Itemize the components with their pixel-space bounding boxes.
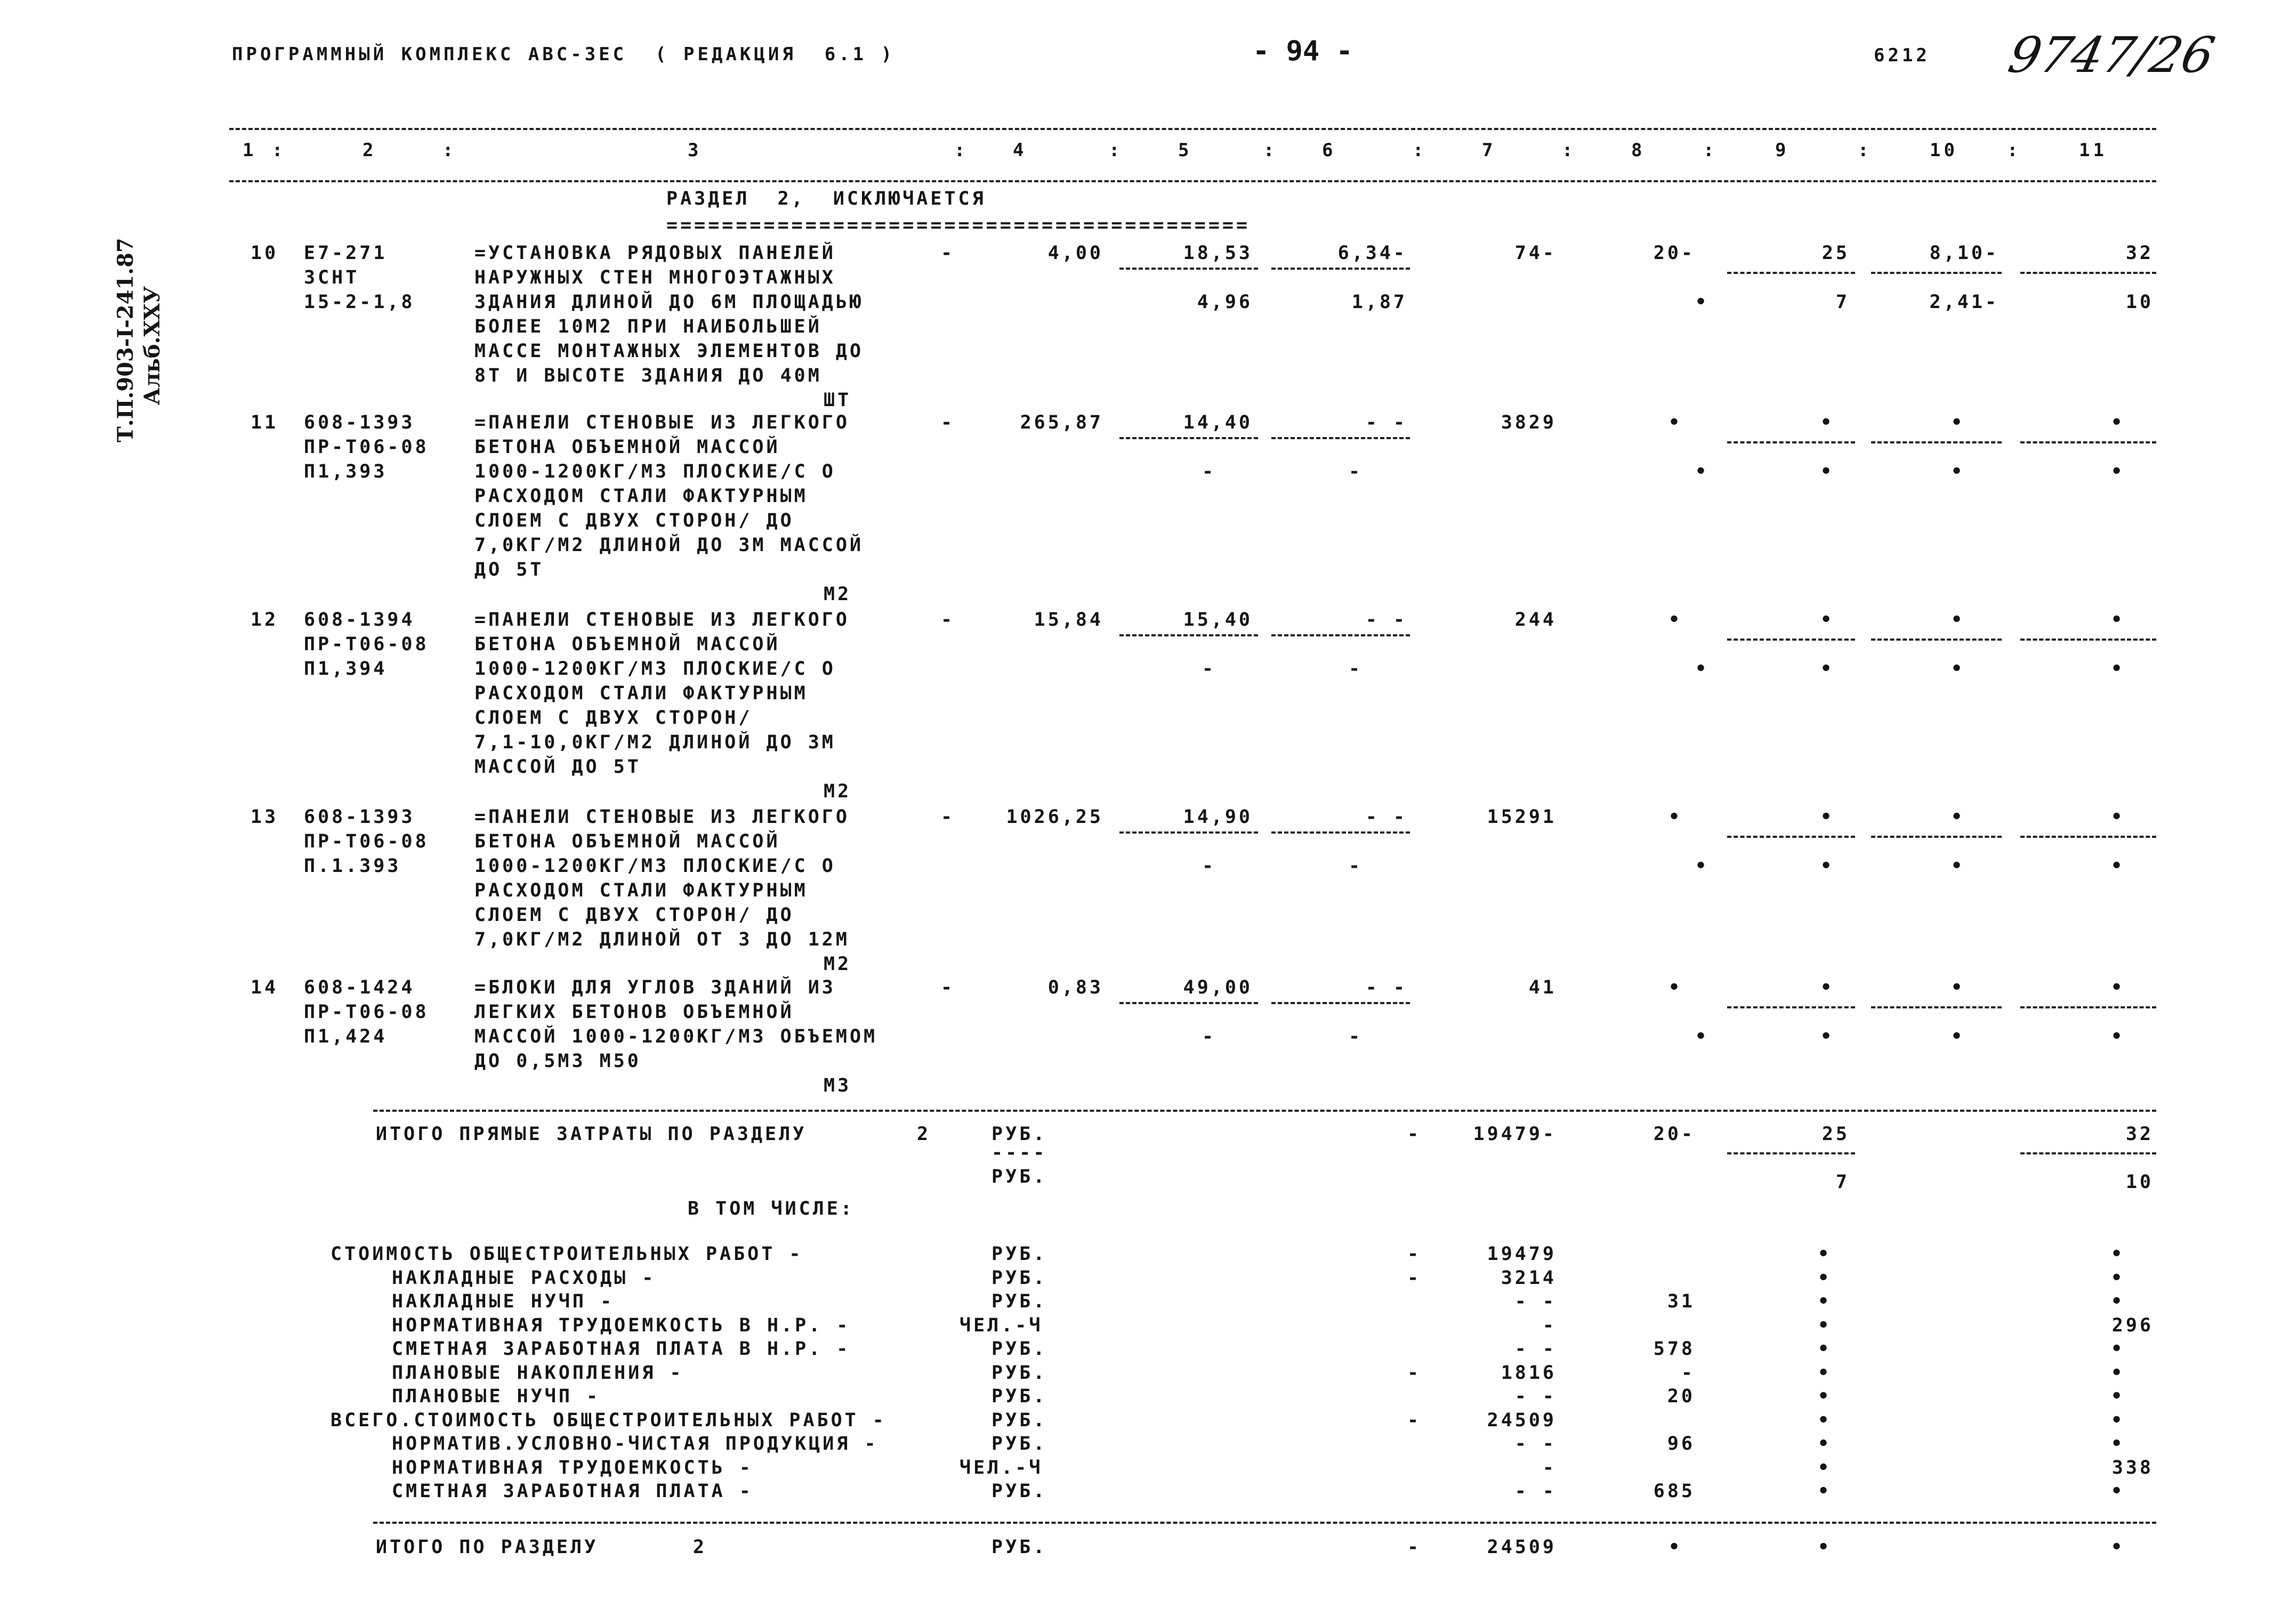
row-rule-col11 xyxy=(2020,441,2156,443)
column-header-2: 2 xyxy=(362,140,377,161)
column-header-1: 1 xyxy=(243,140,257,161)
row-unit: М2 xyxy=(824,954,852,975)
column-separator: : xyxy=(1703,140,1718,161)
summary-unit: РУБ. xyxy=(992,1433,1047,1455)
row-rule-col10 xyxy=(1871,272,2002,274)
side-label-line2: Альб.XXУ xyxy=(140,286,165,405)
summary-bullet: • xyxy=(1818,1291,1832,1312)
column-header-10: 10 xyxy=(1930,140,1958,161)
total-section-unit: РУБ. xyxy=(992,1537,1047,1558)
row-rule-col11 xyxy=(2020,639,2156,641)
column-header-3: 3 xyxy=(688,140,702,161)
totals-top-rule xyxy=(373,1110,2156,1112)
summary-label: ВСЕГО.СТОИМОСТЬ ОБЩЕСТРОИТЕЛЬНЫХ РАБОТ - xyxy=(331,1409,886,1431)
row-col8-bullet: • xyxy=(1695,292,1710,313)
summary-label: НОРМАТИВНАЯ ТРУДОЕМКОСТЬ В Н.Р. - xyxy=(392,1314,851,1336)
row-unit: М3 xyxy=(824,1075,852,1096)
row-description: =ПАНЕЛИ СТЕНОВЫЕ ИЗ ЛЕГКОГО xyxy=(474,412,850,433)
summary-bullet: • xyxy=(1818,1338,1832,1360)
row-col8-bullet: • xyxy=(1669,609,1683,631)
row-description: МАССОЙ 1000-1200КГ/М3 ОБЪЕМОМ xyxy=(474,1026,878,1047)
row-description: МАССЕ МОНТАЖНЫХ ЭЛЕМЕНТОВ ДО xyxy=(474,341,864,362)
row-col6-bottom: 1,87 xyxy=(1351,292,1407,313)
row-description: СЛОЕМ С ДВУХ СТОРОН/ xyxy=(474,707,753,729)
total-section-col7: 24509 xyxy=(1487,1537,1557,1558)
row-code: ПР-Т06-08 xyxy=(304,831,429,852)
row-col11-bullet: • xyxy=(2111,609,2125,631)
total-direct-label: ИТОГО ПРЯМЫЕ ЗАТРАТЫ ПО РАЗДЕЛУ xyxy=(376,1124,807,1145)
row-unit: М2 xyxy=(824,584,852,605)
row-col8-bullet: • xyxy=(1695,658,1710,680)
row-rule-col5 xyxy=(1119,437,1258,439)
total-direct-col9-rule xyxy=(1727,1152,1855,1154)
summary-label: НАКЛАДНЫЕ РАСХОДЫ - xyxy=(392,1267,656,1289)
summary-unit: РУБ. xyxy=(992,1481,1047,1502)
row-code: 608-1424 xyxy=(304,977,415,998)
summary-dash: - xyxy=(1407,1267,1422,1289)
summary-bullet: • xyxy=(2111,1481,2125,1502)
summary-col11: 338 xyxy=(2111,1457,2154,1478)
row-col9-bullet: • xyxy=(1820,977,1835,998)
handwritten-reference: 9747/26 xyxy=(2003,27,2220,84)
final-total-rule xyxy=(373,1522,2156,1524)
summary-bullet: • xyxy=(2111,1338,2125,1360)
row-description: =УСТАНОВКА РЯДОВЫХ ПАНЕЛЕЙ xyxy=(474,243,836,264)
row-code: ЗСНТ xyxy=(304,267,360,288)
summary-unit: РУБ. xyxy=(992,1338,1047,1360)
section-title: РАЗДЕЛ 2, ИСКЛЮЧАЕТСЯ xyxy=(666,188,986,209)
summary-bullet: • xyxy=(1818,1481,1832,1502)
summary-col7: - - xyxy=(1514,1386,1557,1407)
row-code: 608-1394 xyxy=(304,609,415,631)
column-header-7: 7 xyxy=(1482,140,1496,161)
row-code: 15-2-1,8 xyxy=(304,292,415,313)
summary-label: ПЛАНОВЫЕ НУЧП - xyxy=(392,1386,601,1407)
page-number: - 94 - xyxy=(1253,35,1353,67)
row-rule-col5 xyxy=(1119,1002,1258,1004)
row-description: ЛЕГКИХ БЕТОНОВ ОБЪЕМНОЙ xyxy=(474,1001,794,1023)
row-col5-bottom: 4,96 xyxy=(1197,292,1253,313)
row-description: РАСХОДОМ СТАЛИ ФАКТУРНЫМ xyxy=(474,880,808,901)
row-description: РАСХОДОМ СТАЛИ ФАКТУРНЫМ xyxy=(474,683,808,704)
row-col6-top: - - xyxy=(1365,412,1407,433)
summary-bullet: • xyxy=(2111,1362,2125,1384)
total-direct-col11-rule xyxy=(2020,1152,2156,1154)
summary-label: НАКЛАДНЫЕ НУЧП - xyxy=(392,1291,615,1312)
total-direct-col8: 20- xyxy=(1653,1124,1695,1145)
summary-col7: - - xyxy=(1514,1291,1557,1312)
column-separator: : xyxy=(2007,140,2021,161)
row-dash: - xyxy=(941,977,955,998)
program-title: ПРОГРАММНЫЙ КОМПЛЕКС АВС-3ЕС ( РЕДАКЦИЯ 6.1 ) xyxy=(232,44,896,65)
summary-bullet: • xyxy=(1818,1362,1832,1384)
summary-bullet: • xyxy=(2111,1291,2125,1312)
summary-dash: - xyxy=(1407,1243,1422,1265)
column-separator: : xyxy=(954,140,969,161)
row-col10-bullet: • xyxy=(1951,461,1965,482)
column-header-5: 5 xyxy=(1178,140,1192,161)
row-description: МАССОЙ ДО 5Т xyxy=(474,756,641,778)
row-description: 1000-1200КГ/М3 ПЛОСКИЕ/С О xyxy=(474,461,836,482)
row-col6-top: - - xyxy=(1365,977,1407,998)
row-quantity: 0,83 xyxy=(1047,977,1103,998)
summary-label: ПЛАНОВЫЕ НАКОПЛЕНИЯ - xyxy=(392,1362,684,1384)
row-code: П1,424 xyxy=(304,1026,388,1047)
summary-bullet: • xyxy=(1818,1386,1832,1407)
row-description: 1000-1200КГ/М3 ПЛОСКИЕ/С О xyxy=(474,855,836,877)
total-section-bullet: • xyxy=(1669,1537,1683,1558)
row-code: ПР-Т06-08 xyxy=(304,1001,429,1023)
row-code: ПР-Т06-08 xyxy=(304,437,429,458)
row-col5-top: 14,40 xyxy=(1183,412,1253,433)
row-code: 608-1393 xyxy=(304,412,415,433)
row-dash: - xyxy=(941,243,955,264)
document-code: 6212 xyxy=(1874,45,1930,66)
row-col6-dash: - xyxy=(1349,855,1363,877)
row-number: 13 xyxy=(251,806,279,828)
summary-col7: - - xyxy=(1514,1481,1557,1502)
column-separator: : xyxy=(442,140,457,161)
row-rule-col11 xyxy=(2020,272,2156,274)
row-description: =БЛОКИ ДЛЯ УГЛОВ ЗДАНИЙ ИЗ xyxy=(474,977,836,998)
row-unit: М2 xyxy=(824,781,852,802)
row-col5-dash: - xyxy=(1202,658,1216,680)
row-description: БЕТОНА ОБЪЕМНОЙ МАССОЙ xyxy=(474,831,780,852)
summary-bullet: • xyxy=(2111,1409,2125,1431)
summary-col8: 31 xyxy=(1667,1291,1695,1312)
row-description: ДО 5Т xyxy=(474,559,544,580)
total-direct-col11-top: 32 xyxy=(2125,1124,2154,1145)
column-separator: : xyxy=(1109,140,1123,161)
row-description: РАСХОДОМ СТАЛИ ФАКТУРНЫМ xyxy=(474,486,808,507)
row-col7: 41 xyxy=(1528,977,1557,998)
row-rule-col9 xyxy=(1727,639,1855,641)
total-section-dash: - xyxy=(1407,1537,1422,1558)
summary-bullet: • xyxy=(1818,1243,1832,1265)
row-col10-top: 8,10- xyxy=(1929,243,1999,264)
row-rule-col5 xyxy=(1119,831,1258,834)
summary-col8: 685 xyxy=(1653,1481,1695,1502)
row-col9-bullet: • xyxy=(1820,806,1835,828)
row-col5-dash: - xyxy=(1202,461,1216,482)
row-col10-bullet: • xyxy=(1951,412,1965,433)
total-direct-unit-rule: ---- xyxy=(992,1142,1047,1164)
column-separator: : xyxy=(1858,140,1872,161)
summary-bullet: • xyxy=(1818,1433,1832,1455)
column-header-6: 6 xyxy=(1322,140,1336,161)
row-col5-dash: - xyxy=(1202,855,1216,877)
row-col6-dash: - xyxy=(1349,461,1363,482)
row-rule-col6 xyxy=(1271,437,1410,439)
row-col8-bullet: • xyxy=(1669,412,1683,433)
row-col7: 3829 xyxy=(1501,412,1557,433)
total-direct-col9-bottom: 7 xyxy=(1835,1171,1850,1193)
summary-label: НОРМАТИВНАЯ ТРУДОЕМКОСТЬ - xyxy=(392,1457,753,1478)
row-col11-bullet: • xyxy=(2111,855,2125,877)
row-col7: 244 xyxy=(1514,609,1557,631)
row-code: П1,393 xyxy=(304,461,388,482)
summary-col7: - - xyxy=(1514,1338,1557,1360)
row-col10-bullet: • xyxy=(1951,977,1965,998)
row-rule-col9 xyxy=(1727,441,1855,443)
row-quantity: 4,00 xyxy=(1047,243,1103,264)
row-col8-bullet: • xyxy=(1695,461,1710,482)
summary-unit: РУБ. xyxy=(992,1243,1047,1265)
row-col6-top: - - xyxy=(1365,609,1407,631)
row-rule-col10 xyxy=(1871,441,2002,443)
summary-unit: ЧЕЛ.-Ч xyxy=(960,1314,1043,1336)
row-col9-top: 25 xyxy=(1821,243,1850,264)
row-col6-top: - - xyxy=(1365,806,1407,828)
row-rule-col10 xyxy=(1871,836,2002,838)
summary-col11: 296 xyxy=(2111,1314,2154,1336)
row-col6-dash: - xyxy=(1349,1026,1363,1047)
row-rule-col11 xyxy=(2020,1006,2156,1008)
row-col9-bottom: 7 xyxy=(1835,292,1850,313)
summary-bullet: • xyxy=(2111,1433,2125,1455)
row-description: 7,0КГ/М2 ДЛИНОЙ ОТ 3 ДО 12М xyxy=(474,929,850,950)
summary-col7: 1816 xyxy=(1501,1362,1557,1384)
row-col10-bullet: • xyxy=(1951,855,1965,877)
row-rule-col6 xyxy=(1271,1002,1410,1004)
summary-col8: - xyxy=(1681,1362,1695,1384)
summary-bullet: • xyxy=(2111,1386,2125,1407)
row-rule-col9 xyxy=(1727,836,1855,838)
row-code: Е7-271 xyxy=(304,243,388,264)
row-col9-bullet: • xyxy=(1820,609,1835,631)
row-col10-bullet: • xyxy=(1951,658,1965,680)
summary-unit: РУБ. xyxy=(992,1362,1047,1384)
total-direct-col9-top: 25 xyxy=(1821,1124,1850,1145)
row-col11-bullet: • xyxy=(2111,658,2125,680)
column-separator: : xyxy=(1413,140,1427,161)
row-code: П.1.393 xyxy=(304,855,401,877)
total-direct-col11-bottom: 10 xyxy=(2125,1171,2154,1193)
row-col11-bullet: • xyxy=(2111,412,2125,433)
row-rule-col10 xyxy=(1871,639,2002,641)
row-dash: - xyxy=(941,806,955,828)
column-header-8: 8 xyxy=(1631,140,1646,161)
row-rule-col9 xyxy=(1727,1006,1855,1008)
row-description: 8Т И ВЫСОТЕ ЗДАНИЯ ДО 40М xyxy=(474,365,822,386)
summary-col7: - - xyxy=(1514,1433,1557,1455)
row-rule-col5 xyxy=(1119,268,1258,270)
row-col8-bullet: • xyxy=(1669,806,1683,828)
column-separator: : xyxy=(1263,140,1278,161)
row-description: СЛОЕМ С ДВУХ СТОРОН/ ДО xyxy=(474,510,794,531)
row-description: БЕТОНА ОБЪЕМНОЙ МАССОЙ xyxy=(474,437,780,458)
row-code: П1,394 xyxy=(304,658,388,680)
row-col6-dash: - xyxy=(1349,658,1363,680)
total-direct-col7: 19479- xyxy=(1473,1124,1557,1145)
summary-unit: РУБ. xyxy=(992,1267,1047,1289)
row-col10-bullet: • xyxy=(1951,609,1965,631)
row-description: БОЛЕЕ 10М2 ПРИ НАИБОЛЬШЕЙ xyxy=(474,316,822,337)
total-direct-dash: - xyxy=(1407,1124,1422,1145)
row-description: НАРУЖНЫХ СТЕН МНОГОЭТАЖНЫХ xyxy=(474,267,836,288)
section-underline: ========================================== xyxy=(666,215,1251,236)
row-quantity: 15,84 xyxy=(1034,609,1103,631)
row-rule-col10 xyxy=(1871,1006,2002,1008)
summary-col7: - xyxy=(1542,1314,1557,1336)
row-dash: - xyxy=(941,609,955,631)
row-col8-bullet: • xyxy=(1695,1026,1710,1047)
summary-col8: 96 xyxy=(1667,1433,1695,1455)
row-rule-col6 xyxy=(1271,831,1410,834)
row-rule-col11 xyxy=(2020,836,2156,838)
header-bottom-rule xyxy=(229,180,2156,182)
row-description: 7,1-10,0КГ/М2 ДЛИНОЙ ДО 3М xyxy=(474,732,836,753)
row-col9-bullet: • xyxy=(1820,1026,1835,1047)
summary-label: СМЕТНАЯ ЗАРАБОТНАЯ ПЛАТА В Н.Р. - xyxy=(392,1338,851,1360)
summary-bullet: • xyxy=(2111,1243,2125,1265)
row-col11-top: 32 xyxy=(2125,243,2154,264)
row-number: 14 xyxy=(251,977,279,998)
row-col8-top: 20- xyxy=(1653,243,1695,264)
header-top-rule xyxy=(229,128,2156,130)
summary-bullet: • xyxy=(1818,1267,1832,1289)
row-description: =ПАНЕЛИ СТЕНОВЫЕ ИЗ ЛЕГКОГО xyxy=(474,806,850,828)
summary-col8: 578 xyxy=(1653,1338,1695,1360)
row-code: 608-1393 xyxy=(304,806,415,828)
summary-unit: РУБ. xyxy=(992,1291,1047,1312)
row-col9-bullet: • xyxy=(1820,412,1835,433)
row-col9-bullet: • xyxy=(1820,658,1835,680)
row-rule-col6 xyxy=(1271,268,1410,270)
summary-bullet: • xyxy=(1818,1314,1832,1336)
column-separator: : xyxy=(272,140,286,161)
row-col11-bullet: • xyxy=(2111,461,2125,482)
summary-label: НОРМАТИВ.УСЛОВНО-ЧИСТАЯ ПРОДУКЦИЯ - xyxy=(392,1433,878,1455)
row-rule-col5 xyxy=(1119,634,1258,636)
total-direct-unit-bottom: РУБ. xyxy=(992,1166,1047,1187)
summary-dash: - xyxy=(1407,1409,1422,1431)
summary-col8: 20 xyxy=(1667,1386,1695,1407)
row-description: 1000-1200КГ/М3 ПЛОСКИЕ/С О xyxy=(474,658,836,680)
row-rule-col9 xyxy=(1727,272,1855,274)
total-section-bullet: • xyxy=(2111,1537,2125,1558)
summary-label: СМЕТНАЯ ЗАРАБОТНАЯ ПЛАТА - xyxy=(392,1481,753,1502)
column-header-11: 11 xyxy=(2079,140,2107,161)
summary-unit: ЧЕЛ.-Ч xyxy=(960,1457,1043,1478)
total-direct-section: 2 xyxy=(917,1124,931,1145)
row-number: 11 xyxy=(251,412,279,433)
including-label: В ТОМ ЧИСЛЕ: xyxy=(688,1198,855,1219)
row-col10-bottom: 2,41- xyxy=(1929,292,1999,313)
row-col6-top: 6,34- xyxy=(1337,243,1407,264)
total-section-number: 2 xyxy=(693,1537,707,1558)
row-description: ДО 0,5М3 М50 xyxy=(474,1051,641,1072)
summary-bullet: • xyxy=(1818,1457,1832,1478)
row-description: ЗДАНИЯ ДЛИНОЙ ДО 6М ПЛОЩАДЬЮ xyxy=(474,292,864,313)
row-col5-top: 15,40 xyxy=(1183,609,1253,631)
summary-col7: 24509 xyxy=(1487,1409,1557,1431)
summary-col7: 3214 xyxy=(1501,1267,1557,1289)
row-col11-bullet: • xyxy=(2111,977,2125,998)
row-number: 10 xyxy=(251,243,279,264)
summary-bullet: • xyxy=(2111,1267,2125,1289)
row-rule-col6 xyxy=(1271,634,1410,636)
summary-label: СТОИМОСТЬ ОБЩЕСТРОИТЕЛЬНЫХ РАБОТ - xyxy=(331,1243,803,1265)
row-col8-bullet: • xyxy=(1695,855,1710,877)
total-direct-unit-top: РУБ. xyxy=(992,1124,1047,1145)
row-col7: 74- xyxy=(1514,243,1557,264)
column-separator: : xyxy=(1562,140,1576,161)
row-col7: 15291 xyxy=(1487,806,1557,828)
row-col5-dash: - xyxy=(1202,1026,1216,1047)
row-description: БЕТОНА ОБЪЕМНОЙ МАССОЙ xyxy=(474,634,780,655)
row-col5-top: 18,53 xyxy=(1183,243,1253,264)
total-section-label: ИТОГО ПО РАЗДЕЛУ xyxy=(376,1537,599,1558)
row-description: СЛОЕМ С ДВУХ СТОРОН/ ДО xyxy=(474,904,794,926)
row-col11-bottom: 10 xyxy=(2125,292,2154,313)
row-number: 12 xyxy=(251,609,279,631)
summary-unit: РУБ. xyxy=(992,1409,1047,1431)
row-col10-bullet: • xyxy=(1951,806,1965,828)
row-col8-bullet: • xyxy=(1669,977,1683,998)
row-col5-top: 14,90 xyxy=(1183,806,1253,828)
row-col10-bullet: • xyxy=(1951,1026,1965,1047)
column-header-4: 4 xyxy=(1013,140,1027,161)
row-description: =ПАНЕЛИ СТЕНОВЫЕ ИЗ ЛЕГКОГО xyxy=(474,609,850,631)
row-code: ПР-Т06-08 xyxy=(304,634,429,655)
row-col9-bullet: • xyxy=(1820,461,1835,482)
summary-dash: - xyxy=(1407,1362,1422,1384)
column-header-9: 9 xyxy=(1775,140,1790,161)
row-col11-bullet: • xyxy=(2111,1026,2125,1047)
row-quantity: 265,87 xyxy=(1020,412,1103,433)
summary-col7: 19479 xyxy=(1487,1243,1557,1265)
row-dash: - xyxy=(941,412,955,433)
row-description: 7,0КГ/М2 ДЛИНОЙ ДО 3М МАССОЙ xyxy=(474,535,864,556)
side-label-line1: Т.П.903-I-241.87 xyxy=(113,238,138,442)
total-section-bullet: • xyxy=(1818,1537,1832,1558)
row-unit: ШТ xyxy=(824,390,852,411)
row-col11-bullet: • xyxy=(2111,806,2125,828)
row-quantity: 1026,25 xyxy=(1006,806,1103,828)
row-col5-top: 49,00 xyxy=(1183,977,1253,998)
row-col9-bullet: • xyxy=(1820,855,1835,877)
summary-unit: РУБ. xyxy=(992,1386,1047,1407)
summary-bullet: • xyxy=(1818,1409,1832,1431)
summary-col7: - xyxy=(1542,1457,1557,1478)
